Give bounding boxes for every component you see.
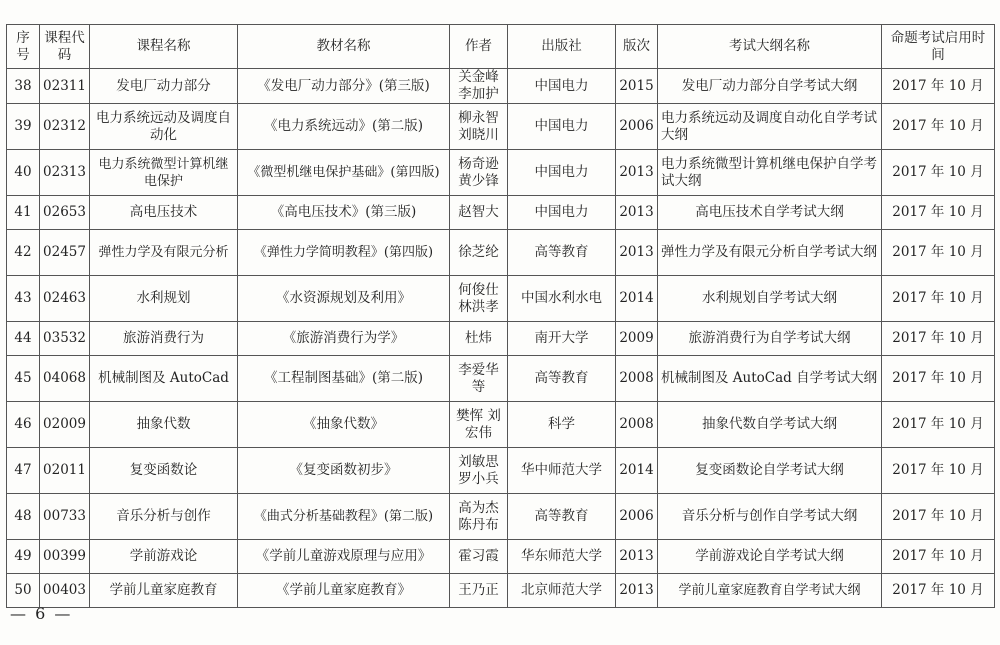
row-start: 2017 年 10 月 [882,540,995,574]
row-no: 48 [7,494,40,540]
row-textbook: 《工程制图基础》(第二版) [238,356,450,402]
row-textbook: 《曲式分析基础教程》(第二版) [238,494,450,540]
table-row [7,69,995,104]
row-syllabus: 学前游戏论自学考试大纲 [658,540,882,574]
row-course: 电力系统微型计算机继电保护 [90,150,238,196]
row-no: 45 [7,356,40,402]
table-row [7,276,995,322]
row-publisher: 高等教育 [508,494,616,540]
row-start: 2017 年 10 月 [882,150,995,196]
row-author: 柳永智 刘晓川 [450,104,508,150]
row-publisher: 北京师范大学 [508,574,616,608]
row-start: 2017 年 10 月 [882,69,995,104]
row-textbook: 《水资源规划及利用》 [238,276,450,322]
course-table [6,24,995,608]
row-code: 02653 [40,196,90,230]
row-code: 02312 [40,104,90,150]
row-code: 04068 [40,356,90,402]
row-edition: 2014 [616,448,658,494]
row-code: 00403 [40,574,90,608]
row-textbook: 《弹性力学简明教程》(第四版) [238,230,450,276]
row-code: 00733 [40,494,90,540]
header-row [7,25,995,69]
row-edition: 2006 [616,494,658,540]
row-code: 02313 [40,150,90,196]
row-syllabus: 弹性力学及有限元分析自学考试大纲 [658,230,882,276]
row-syllabus: 学前儿童家庭教育自学考试大纲 [658,574,882,608]
row-publisher: 中国电力 [508,196,616,230]
row-syllabus: 电力系统远动及调度自动化自学考试大纲 [658,104,882,150]
row-no: 38 [7,69,40,104]
row-code: 02011 [40,448,90,494]
row-code: 02463 [40,276,90,322]
row-publisher: 中国电力 [508,69,616,104]
row-syllabus: 抽象代数自学考试大纲 [658,402,882,448]
row-course: 学前儿童家庭教育 [90,574,238,608]
row-code: 03532 [40,322,90,356]
row-textbook: 《学前儿童家庭教育》 [238,574,450,608]
row-start: 2017 年 10 月 [882,276,995,322]
row-course: 发电厂动力部分 [90,69,238,104]
row-author: 何俊仕 林洪孝 [450,276,508,322]
table-row [7,494,995,540]
row-publisher: 中国水利水电 [508,276,616,322]
row-textbook: 《旅游消费行为学》 [238,322,450,356]
row-edition: 2008 [616,356,658,402]
row-edition: 2006 [616,104,658,150]
row-author: 高为杰 陈丹布 [450,494,508,540]
row-textbook: 《发电厂动力部分》(第三版) [238,69,450,104]
row-edition: 2013 [616,150,658,196]
row-edition: 2013 [616,540,658,574]
row-course: 电力系统远动及调度自动化 [90,104,238,150]
row-no: 42 [7,230,40,276]
row-course: 抽象代数 [90,402,238,448]
row-syllabus: 机械制图及 AutoCad 自学考试大纲 [658,356,882,402]
row-publisher: 华东师范大学 [508,540,616,574]
row-start: 2017 年 10 月 [882,322,995,356]
row-code: 00399 [40,540,90,574]
row-author: 樊恽 刘宏伟 [450,402,508,448]
row-start: 2017 年 10 月 [882,196,995,230]
row-publisher: 科学 [508,402,616,448]
row-course: 高电压技术 [90,196,238,230]
row-edition: 2013 [616,196,658,230]
row-no: 50 [7,574,40,608]
row-start: 2017 年 10 月 [882,574,995,608]
row-edition: 2013 [616,574,658,608]
row-course: 复变函数论 [90,448,238,494]
row-author: 霍习霞 [450,540,508,574]
row-publisher: 华中师范大学 [508,448,616,494]
row-edition: 2015 [616,69,658,104]
row-publisher: 高等教育 [508,356,616,402]
row-author: 王乃正 [450,574,508,608]
row-syllabus: 复变函数论自学考试大纲 [658,448,882,494]
header-textbook: 教材名称 [238,25,450,69]
header-author: 作者 [450,25,508,69]
row-no: 47 [7,448,40,494]
row-course: 学前游戏论 [90,540,238,574]
row-author: 李爱华等 [450,356,508,402]
row-no: 43 [7,276,40,322]
table-row [7,322,995,356]
row-publisher: 中国电力 [508,104,616,150]
table-row [7,540,995,574]
row-publisher: 高等教育 [508,230,616,276]
row-code: 02311 [40,69,90,104]
row-course: 机械制图及 AutoCad [90,356,238,402]
row-author: 徐芝纶 [450,230,508,276]
row-no: 46 [7,402,40,448]
row-start: 2017 年 10 月 [882,448,995,494]
row-author: 关金峰 李加护 [450,69,508,104]
table-row [7,356,995,402]
row-textbook: 《高电压技术》(第三版) [238,196,450,230]
row-course: 弹性力学及有限元分析 [90,230,238,276]
row-textbook: 《电力系统远动》(第二版) [238,104,450,150]
header-course: 课程名称 [90,25,238,69]
header-start: 命题考试启用时间 [882,25,995,69]
row-syllabus: 电力系统微型计算机继电保护自学考试大纲 [658,150,882,196]
row-edition: 2009 [616,322,658,356]
row-publisher: 中国电力 [508,150,616,196]
table-row [7,402,995,448]
header-publisher: 出版社 [508,25,616,69]
row-code: 02457 [40,230,90,276]
row-textbook: 《微型机继电保护基础》(第四版) [238,150,450,196]
row-start: 2017 年 10 月 [882,230,995,276]
row-no: 41 [7,196,40,230]
row-edition: 2014 [616,276,658,322]
row-course: 音乐分析与创作 [90,494,238,540]
row-syllabus: 音乐分析与创作自学考试大纲 [658,494,882,540]
row-syllabus: 水利规划自学考试大纲 [658,276,882,322]
row-edition: 2013 [616,230,658,276]
row-no: 40 [7,150,40,196]
row-textbook: 《复变函数初步》 [238,448,450,494]
row-code: 02009 [40,402,90,448]
page-number: — 6 — [10,604,73,623]
header-no: 序号 [7,25,40,69]
row-author: 杨奇逊 黄少锋 [450,150,508,196]
row-syllabus: 旅游消费行为自学考试大纲 [658,322,882,356]
row-start: 2017 年 10 月 [882,402,995,448]
header-syllabus: 考试大纲名称 [658,25,882,69]
table-row [7,150,995,196]
row-author: 杜炜 [450,322,508,356]
row-start: 2017 年 10 月 [882,356,995,402]
row-start: 2017 年 10 月 [882,494,995,540]
table-row [7,230,995,276]
table-row [7,448,995,494]
row-author: 赵智大 [450,196,508,230]
header-code: 课程代码 [40,25,90,69]
table-row [7,574,995,608]
row-textbook: 《学前儿童游戏原理与应用》 [238,540,450,574]
row-course: 旅游消费行为 [90,322,238,356]
row-syllabus: 发电厂动力部分自学考试大纲 [658,69,882,104]
table-row [7,104,995,150]
row-textbook: 《抽象代数》 [238,402,450,448]
row-edition: 2008 [616,402,658,448]
table-row [7,196,995,230]
row-author: 刘敏思 罗小兵 [450,448,508,494]
row-no: 39 [7,104,40,150]
header-edition: 版次 [616,25,658,69]
row-syllabus: 高电压技术自学考试大纲 [658,196,882,230]
row-no: 44 [7,322,40,356]
row-start: 2017 年 10 月 [882,104,995,150]
row-no: 49 [7,540,40,574]
row-publisher: 南开大学 [508,322,616,356]
row-course: 水利规划 [90,276,238,322]
